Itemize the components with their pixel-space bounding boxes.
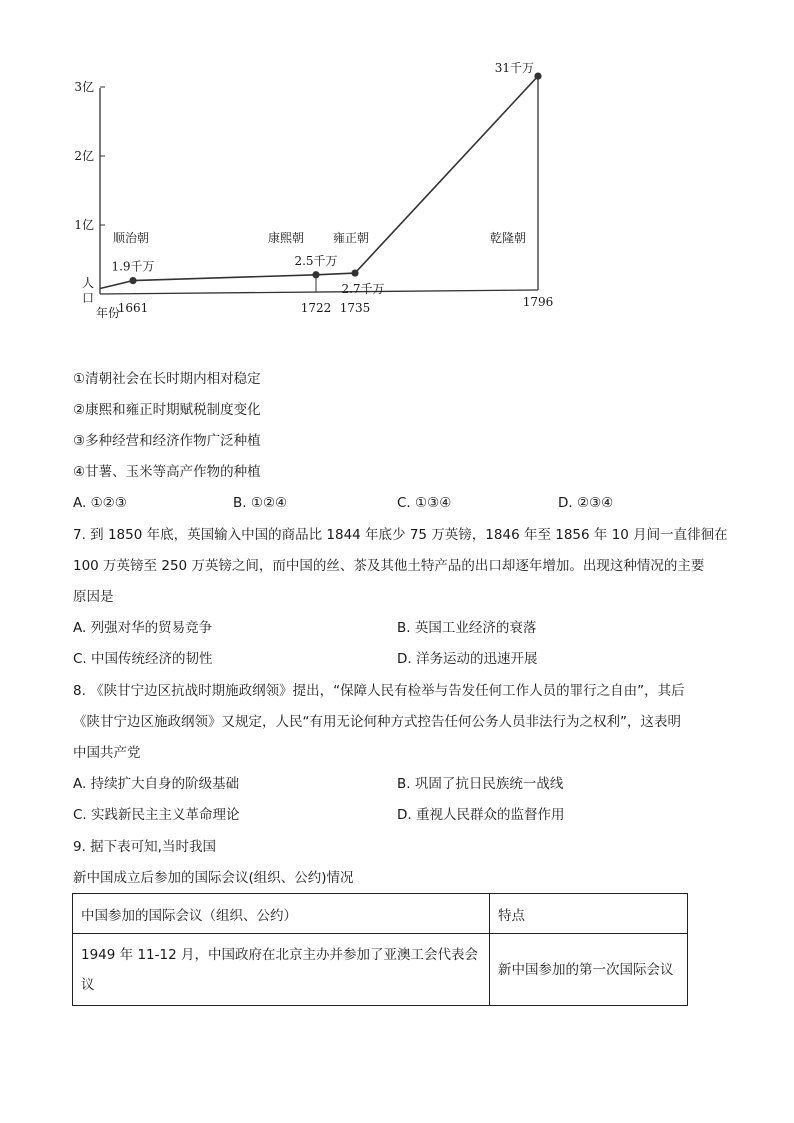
statement-3: ③多种经营和经济作物广泛种植 [73,433,261,449]
q9-stem: 9. 据下表可知,当时我国 [73,839,216,855]
table-cell-feature: 新中国参加的第一次国际会议 [490,934,688,1006]
q7-option-b: B. 英国工业经济的衰落 [397,620,537,636]
data-label: 31千万 [494,61,534,76]
q7-stem-line-1: 7. 到 1850 年底，英国输入中国的商品比 1844 年底少 75 万英镑，1846 年至 1856 年 10 月间一直徘徊在 [73,527,728,543]
data-point [312,271,319,278]
population-chart [70,60,570,330]
era-label: 康熙朝 [267,231,305,245]
q9-table-title: 新中国成立后参加的国际会议(组织、公约)情况 [73,870,354,886]
x-tick-label: 1722 [300,301,332,315]
x-tick-label: 1796 [522,295,554,309]
data-point [351,269,358,276]
y-tick-label: 3亿 [74,80,94,94]
q8-option-d: D. 重视人民群众的监督作用 [397,807,565,823]
data-point [129,277,136,284]
q7-option-d: D. 洋务运动的迅速开展 [397,651,538,667]
q7-option-a: A. 列强对华的贸易竞争 [73,620,213,636]
q6-option-c: C. ①③④ [397,495,452,511]
q6-option-b: B. ①②④ [233,495,288,511]
data-label: 2.7千万 [341,282,385,297]
x-axis-label: 年份 [95,306,121,320]
q8-option-a: A. 持续扩大自身的阶级基础 [73,776,240,792]
table-cell-conference: 1949 年 11-12 月，中国政府在北京主办并参加了亚澳工会代表会议 [73,934,490,1006]
table-header-feature: 特点 [490,894,688,934]
table-row [73,934,688,1006]
x-axis [100,290,538,294]
statement-2: ②康熙和雍正时期赋税制度变化 [73,402,261,418]
q8-stem-line-3: 中国共产党 [73,745,141,761]
x-tick-label: 1735 [339,301,371,315]
q8-stem-line-2: 《陕甘宁边区施政纲领》又规定，人民“有用无论何种方式控告任何公务人员非法行为之权利”，这表明 [73,714,681,730]
data-point [534,73,541,80]
y-tick-label: 2亿 [74,149,94,163]
statement-4: ④甘薯、玉米等高产作物的种植 [73,464,261,480]
q8-option-c: C. 实践新民主主义革命理论 [73,807,240,823]
era-label: 雍正朝 [332,231,370,245]
era-label: 顺治朝 [112,231,150,245]
y-axis-label: 人 [81,276,95,290]
q7-stem-line-3: 原因是 [73,589,114,605]
table-header-row [73,894,688,934]
q8-option-b: B. 巩固了抗日民族统一战线 [397,776,564,792]
data-label: 1.9千万 [111,259,155,274]
x-tick-label: 1661 [117,301,149,315]
conference-table [72,893,688,1006]
table-header-conference: 中国参加的国际会议（组织、公约） [73,894,490,934]
chart-labels [74,61,553,320]
y-tick-label: 1亿 [74,218,94,232]
q7-option-c: C. 中国传统经济的韧性 [73,651,213,667]
data-label: 2.5千万 [294,253,338,268]
q6-option-a: A. ①②③ [73,495,127,511]
statement-1: ①清朝社会在长时期内相对稳定 [73,371,261,387]
q7-stem-line-2: 100 万英镑至 250 万英镑之间，而中国的丝、茶及其他土特产品的出口却逐年增加。出现这种情况的主要 [73,558,705,574]
y-axis-label: 口 [81,291,95,305]
era-label: 乾隆朝 [489,231,527,245]
q8-stem-line-1: 8. 《陕甘宁边区抗战时期施政纲领》提出，“保障人民有检举与告发任何工作人员的罪行之自由”，其后 [73,683,685,699]
q6-option-d: D. ②③④ [558,495,614,511]
